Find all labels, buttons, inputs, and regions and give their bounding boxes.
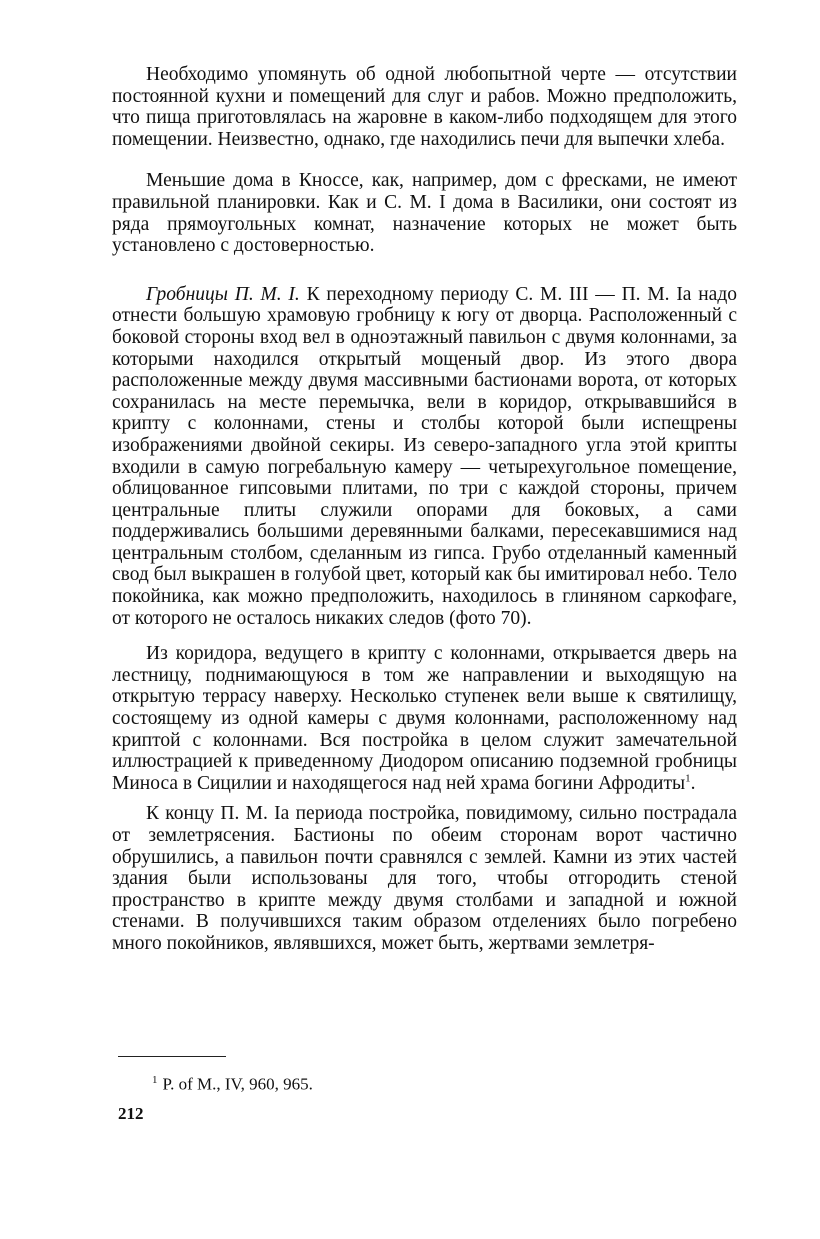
page-body bbox=[112, 64, 737, 955]
footnote bbox=[152, 1074, 313, 1095]
footnote-mark: 1 bbox=[152, 1074, 158, 1086]
paragraph-corridor bbox=[112, 643, 737, 794]
paragraph-earthquake: К концу П. М. Iа периода постройка, повидимому, сильно пострадала от землетрясения. Бастионы по обеим сторонам ворот частично обрушились, а павильон почти сравнялся с землей. Камни из этих частей здания были использованы для того, чтобы отгородить стеной пространство в крипте между двумя столбами и западной и южной стенами. В получившихся таким образом отделениях было погребено много покойников, являвшихся, может быть, жертвами землетря- bbox=[112, 803, 737, 954]
footnote-text: P. of M., IV, 960, 965. bbox=[162, 1074, 313, 1094]
paragraph-smaller-houses: Меньшие дома в Кноссе, как, например, дом с фресками, не имеют правильной планировки. Как и С. М. I дома в Василики, они состоят из ряда прямоугольных комнат, назначение которых не может быть установлено с достоверностью. bbox=[112, 170, 737, 257]
page-number: 212 bbox=[118, 1104, 144, 1123]
paragraph-kitchen: Необходимо упомянуть об одной любопытной черте — отсутствии постоянной кухни и помещений для слуг и рабов. Можно предположить, что пища приготовлялась на жаровне в каком-либо подходящем для этого помещении. Неизвестно, однако, где находились печи для выпечки хлеба. bbox=[112, 64, 737, 150]
section-heading-tombs: Гробницы П. М. I. bbox=[146, 283, 300, 305]
footnote-divider bbox=[118, 1056, 226, 1057]
paragraph-tombs bbox=[112, 284, 737, 630]
footnote-reference: 1 bbox=[685, 772, 691, 785]
paragraph-tombs-text: К переходному периоду С. М. III — П. М. Iа надо отнести большую храмовую гробницу к югу от дворца. Расположенный с боковой стороны вход вел в одноэтажный павильон с двумя колоннами, за которыми находился открытый мощеный двор. Из этого двора расположенные между двумя массивными бастионами ворота, от которых сохранилась на месте перемычка, вели в коридор, открывавшийся в крипту с колоннами, стены и столбы которой были испещрены изображениями двойной секиры. Из северо-западного угла этой крипты входили в самую погребальную камеру — четырехугольное помещение, облицованное гипсовыми плитами, по три с каждой стороны, причем центральные плиты служили опорами для боковых, а сами поддерживались большими деревянными балками, пересекавшимися над центральным столбом, сделанным из гипса. Грубо отделанный каменный свод был выкрашен в голубой цвет, который как бы имитировал небо. Тело покойника, как можно предположить, находилось в глиняном саркофаге, от которого не осталось никаких следов (фото 70). bbox=[112, 283, 738, 629]
paragraph-corridor-text: Из коридора, ведущего в крипту с колоннами, открывается дверь на лестницу, поднимающуюся в том же направлении и выходящую на открытую террасу наверху. Несколько ступенек вели выше к святилищу, состоящему из одной камеры с двумя колоннами, расположенному над криптой с колоннами. Вся постройка в целом служит замечательной иллюстрацией к приведенному Диодором описанию подземной гробницы Миноса в Сицилии и находящегося над ней храма богини Афродиты bbox=[112, 643, 737, 794]
paragraph-corridor-end: . bbox=[690, 772, 696, 794]
